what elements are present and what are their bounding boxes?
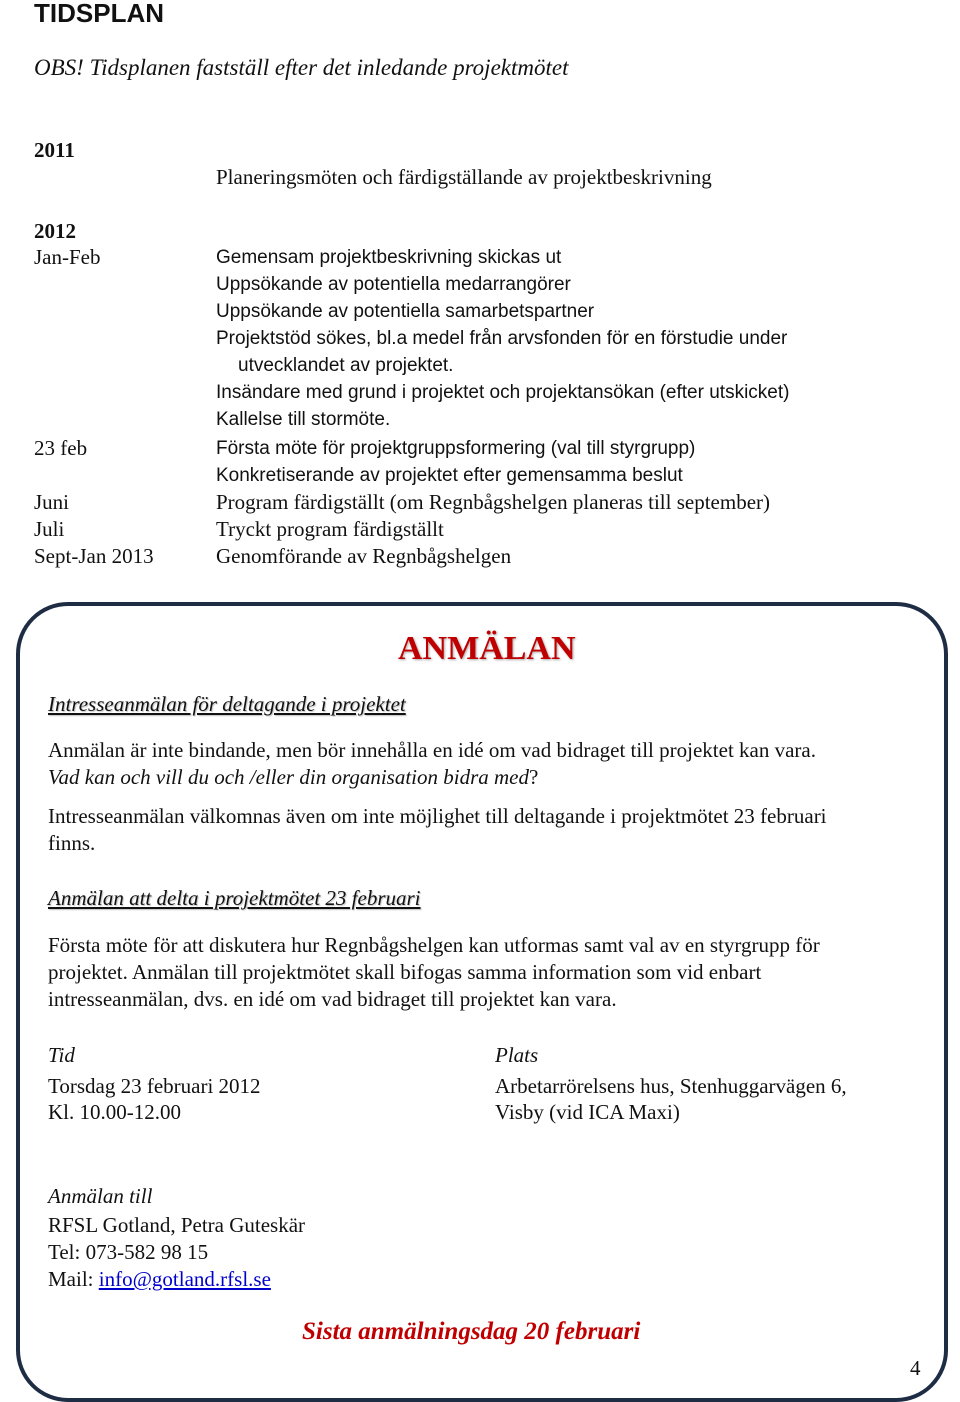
- interest-question-italic: Vad kan och vill du och /eller din organisation bidra med: [48, 765, 530, 789]
- janfeb-item: Insändare med grund i projektet och projektansökan (efter utskicket): [216, 382, 790, 403]
- interest-question: [48, 765, 538, 790]
- register-to-label: Anmälan till: [48, 1184, 153, 1208]
- janfeb-item: Uppsökande av potentiella medarrangörer: [216, 274, 571, 295]
- janfeb-item: Uppsökande av potentiella samarbetspartner: [216, 301, 595, 322]
- event-23feb: Första möte för projektgruppsformering (val till styrgrupp): [216, 438, 696, 459]
- event-23feb: Konkretiserande av projektet efter gemensamma beslut: [216, 465, 683, 486]
- label-juli: Juli: [34, 517, 65, 541]
- time-hours: Kl. 10.00-12.00: [48, 1100, 181, 1124]
- contact-phone: Tel: 073-582 98 15: [48, 1240, 209, 1264]
- interest-heading: Intresseanmälan för deltagande i projektet: [48, 692, 406, 716]
- page-title: TIDSPLAN: [34, 0, 164, 28]
- obs-note: [34, 55, 568, 81]
- label-23-feb: 23 feb: [34, 436, 88, 460]
- place-address: Arbetarrörelsens hus, Stenhuggarvägen 6,: [495, 1074, 847, 1098]
- obs-text: Tidsplanen fastställ efter det inledande projektmötet: [83, 55, 569, 80]
- welcome-paragraph: Intresseanmälan välkomnas även om inte möjlighet till deltagande i projektmötet 23 februari: [48, 804, 827, 828]
- welcome-paragraph: finns.: [48, 831, 96, 855]
- interest-paragraph: Anmälan är inte bindande, men bör innehålla en idé om vad bidraget till projektet kan vara.: [48, 738, 816, 762]
- janfeb-item: Projektstöd sökes, bl.a medel från arvsfonden för en förstudie under: [216, 328, 788, 349]
- year-2011: 2011: [34, 138, 75, 162]
- time-label: Tid: [48, 1043, 75, 1067]
- meeting-heading: Anmälan att delta i projektmötet 23 februari: [48, 886, 421, 910]
- meeting-paragraph: projektet. Anmälan till projektmötet skall bifogas samma information som vid enbart: [48, 960, 762, 984]
- year-2012: 2012: [34, 219, 76, 243]
- meeting-paragraph: Första möte för att diskutera hur Regnbågshelgen kan utformas samt val av en styrgrupp för: [48, 933, 820, 957]
- contact-mail: [48, 1267, 271, 1292]
- event-juli: Tryckt program färdigställt: [216, 517, 444, 541]
- time-date: Torsdag 23 februari 2012: [48, 1074, 261, 1098]
- janfeb-item: Gemensam projektbeskrivning skickas ut: [216, 247, 562, 268]
- meeting-paragraph: intresseanmälan, dvs. en idé om vad bidraget till projektet kan vara.: [48, 987, 617, 1011]
- janfeb-item: utvecklandet av projektet.: [238, 355, 454, 376]
- event-sept-jan: Genomförande av Regnbågshelgen: [216, 544, 512, 568]
- label-jan-feb: Jan-Feb: [34, 245, 101, 269]
- interest-question-mark: ?: [529, 765, 539, 789]
- label-juni: Juni: [34, 490, 70, 514]
- event-juni: Program färdigställt (om Regnbågshelgen planeras till september): [216, 490, 771, 514]
- contact-name: RFSL Gotland, Petra Guteskär: [48, 1213, 306, 1237]
- label-sept-jan: Sept-Jan 2013: [34, 544, 154, 568]
- obs-prefix: OBS!: [34, 55, 84, 80]
- page-number: 4: [910, 1356, 921, 1380]
- event-2011: Planeringsmöten och färdigställande av projektbeskrivning: [216, 165, 712, 189]
- registration-title: ANMÄLAN: [398, 630, 576, 667]
- mail-prefix: Mail:: [48, 1267, 99, 1291]
- deadline-notice: Sista anmälningsdag 20 februari: [302, 1318, 641, 1345]
- janfeb-item: Kallelse till stormöte.: [216, 409, 391, 430]
- place-city: Visby (vid ICA Maxi): [495, 1100, 680, 1124]
- email-link[interactable]: info@gotland.rfsl.se: [98, 1267, 271, 1291]
- place-label: Plats: [495, 1043, 539, 1067]
